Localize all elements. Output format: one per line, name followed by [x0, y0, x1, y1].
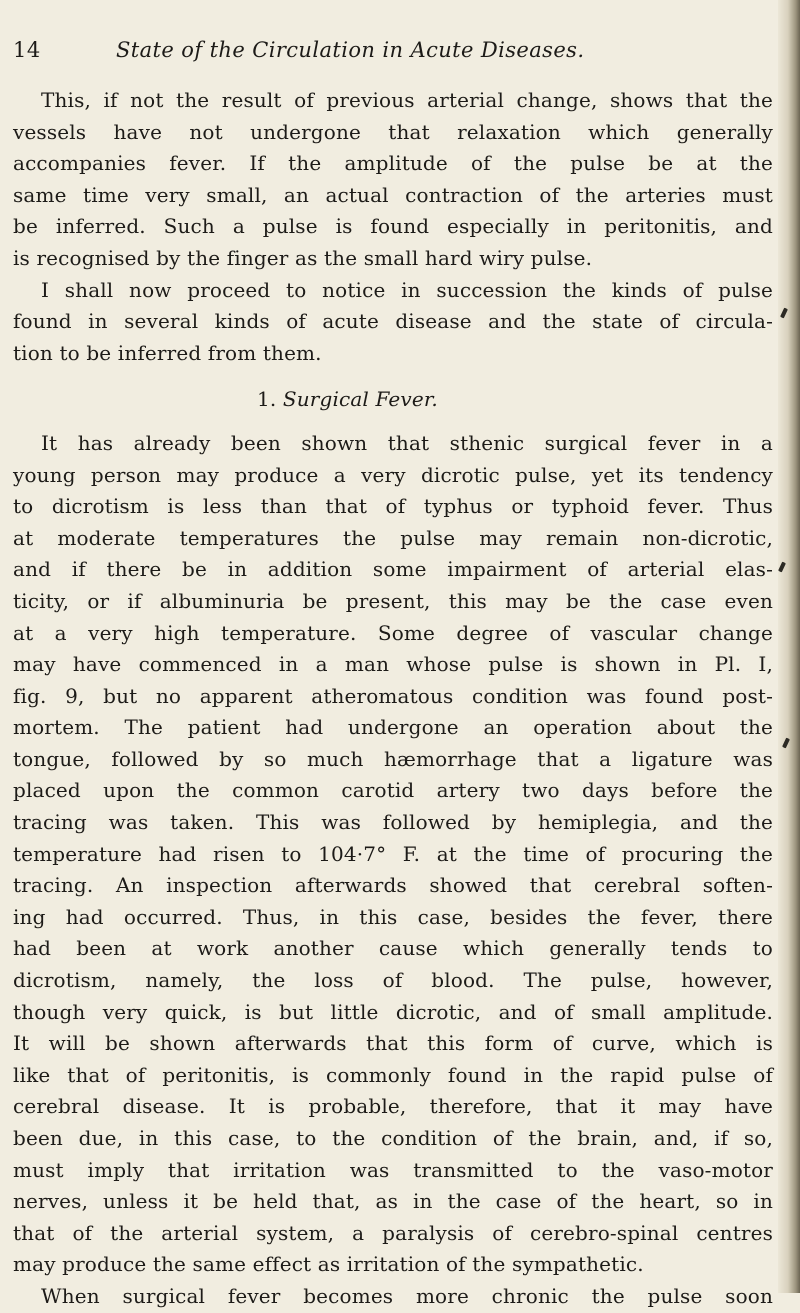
text-line: vessels have not undergone that relaxation which generally [13, 119, 773, 144]
text-line: like that of peritonitis, is commonly found in the rapid pulse of [13, 1062, 773, 1087]
text-line: is recognised by the finger as the small hard wiry pulse. [13, 245, 593, 270]
page-number: 14 [13, 38, 41, 62]
text-line: may have commenced in a man whose pulse is shown in Pl. I, [13, 652, 773, 677]
paragraph [13, 275, 773, 370]
body-text [13, 85, 773, 1313]
text-line: at a very high temperature. Some degree of vascular change [13, 620, 773, 645]
page-header [13, 34, 773, 74]
paragraph [13, 1281, 773, 1313]
text-line: nerves, unless it be held that, as in the case of the heart, so in [13, 1189, 773, 1214]
text-line: It has already been shown that sthenic surgical fever in a [41, 430, 773, 455]
text-line: ticity, or if albuminuria be present, this may be the case even [13, 588, 773, 613]
text-line: to dicrotism is less than that of typhus or typhoid fever. Thus [13, 494, 773, 519]
edge-mark [780, 308, 788, 319]
paragraph [13, 428, 773, 1281]
running-head: State of the Circulation in Acute Diseases. [116, 38, 585, 62]
text-line: I shall now proceed to notice in succession the kinds of pulse [41, 277, 773, 302]
text-line: This, if not the result of previous arterial change, shows that the [41, 88, 773, 112]
text-line: temperature had risen to 104·7° F. at the time of procuring the [13, 841, 773, 866]
text-line: tongue, followed by so much hæmorrhage that a ligature was [13, 746, 773, 771]
text-line: had been at work another cause which generally tends to [13, 936, 773, 961]
section-number: 1. [257, 387, 277, 412]
section-heading [13, 384, 773, 416]
text-line: may produce the same effect as irritation of the sympathetic. [13, 1252, 644, 1277]
text-line: young person may produce a very dicrotic pulse, yet its tendency [13, 462, 773, 487]
section-title: Surgical Fever. [282, 387, 438, 412]
text-line: cerebral disease. It is probable, therefore, that it may have [13, 1094, 773, 1119]
text-line: tion to be inferred from them. [13, 340, 322, 365]
text-line: found in several kinds of acute disease and the state of circula- [13, 309, 773, 334]
text-line: mortem. The patient had undergone an operation about the [13, 715, 773, 740]
text-line: tracing. An inspection afterwards showed that cerebral soften- [13, 873, 773, 898]
edge-mark [782, 738, 790, 749]
text-line: same time very small, an actual contraction of the arteries must [13, 182, 773, 207]
text-line: though very quick, is but little dicrotic, and of small amplitude. [13, 999, 773, 1024]
text-line: at moderate temperatures the pulse may remain non-dicrotic, [13, 525, 773, 550]
text-line: placed upon the common carotid artery two days before the [13, 778, 773, 803]
text-line: accompanies fever. If the amplitude of the pulse be at the [13, 151, 773, 176]
text-line: must imply that irritation was transmitted to the vaso-motor [13, 1157, 773, 1182]
text-line: fig. 9, but no apparent atheromatous condition was found post- [13, 683, 773, 708]
text-line: that of the arterial system, a paralysis of cerebro-spinal centres [13, 1220, 773, 1245]
text-line: tracing was taken. This was followed by hemiplegia, and the [13, 810, 773, 835]
text-line: dicrotism, namely, the loss of blood. The pulse, however, [13, 968, 773, 993]
paragraph [13, 85, 773, 275]
text-line: and if there be in addition some impairment of arterial elas- [13, 557, 773, 582]
page-edge-shadow [778, 0, 800, 1293]
text-line: It will be shown afterwards that this form of curve, which is [13, 1031, 773, 1056]
text-line: ing had occurred. Thus, in this case, besides the fever, there [13, 904, 773, 929]
text-line: be inferred. Such a pulse is found especially in peritonitis, and [13, 214, 773, 239]
edge-mark [778, 562, 786, 573]
text-line: been due, in this case, to the condition of the brain, and, if so, [13, 1126, 773, 1150]
text-line: When surgical fever becomes more chronic the pulse soon [41, 1283, 773, 1308]
